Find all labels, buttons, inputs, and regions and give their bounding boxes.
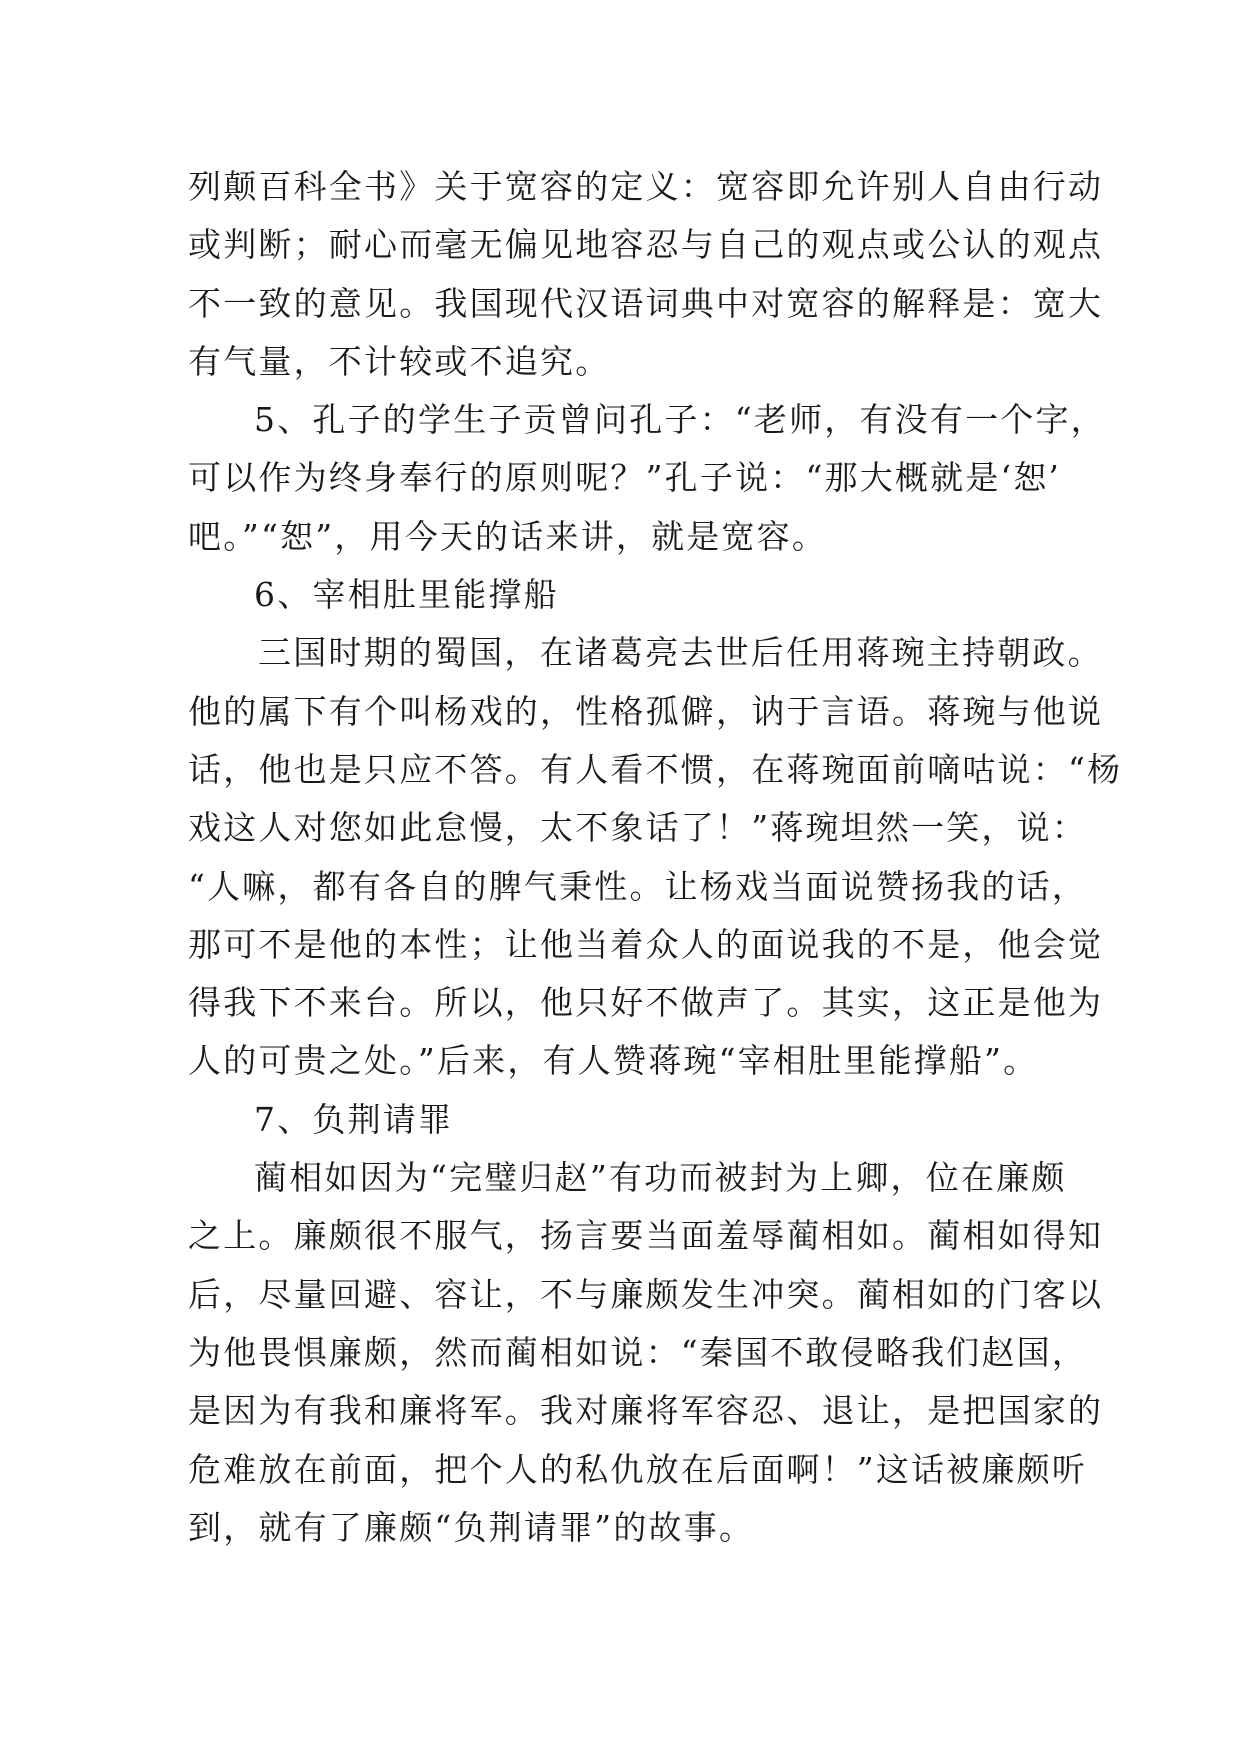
text-line: 列颠百科全书》关于宽容的定义：宽容即允许别人自由行动 [188,167,1104,206]
text-line: “人嘛，都有各自的脾气秉性。让杨戏当面说赞扬我的话， [188,866,1088,906]
document-body [188,158,1123,1557]
section-6-heading: 6、宰相肚里能撑船 [254,575,559,615]
section-6-paragraph-start: 三国时期的蜀国，在诸葛亮去世后任用蒋琬主持朝政。 [258,633,1103,673]
text-line: 得我下不来台。所以，他只好不做声了。其实，这正是他为 [188,983,1104,1023]
text-line: 人的可贵之处。”后来，有人赞蒋琬“宰相肚里能撑船”。 [188,1041,1039,1081]
text-line: 后，尽量回避、容让，不与廉颇发生冲突。蔺相如的门客以 [188,1274,1104,1314]
text-line: 有气量，不计较或不追究。 [188,341,611,381]
text-line: 那可不是他的本性；让他当着众人的面说我的不是，他会觉 [188,924,1104,964]
text-line: 话，他也是只应不答。有人看不惯，在蒋琬面前嘀咕说：“杨 [188,749,1123,789]
text-line: 到，就有了廉颇“负荆请罪”的故事。 [188,1507,755,1547]
text-line: 是因为有我和廉将军。我对廉将军容忍、退让，是把国家的 [188,1391,1104,1431]
section-7-heading: 7、负荆请罪 [254,1099,454,1139]
text-line: 不一致的意见。我国现代汉语词典中对宽容的解释是：宽大 [188,283,1104,323]
text-line: 之上。廉颇很不服气，扬言要当面羞辱蔺相如。蔺相如得知 [188,1216,1104,1256]
section-5-paragraph-start: 5、孔子的学生子贡曾问孔子：“老师，有没有一个字， [254,400,1106,440]
text-line: 戏这人对您如此怠慢，太不象话了！”蒋琬坦然一笑，说： [188,808,1088,848]
text-line: 吧。”“恕”，用今天的话来讲，就是宽容。 [188,516,828,556]
text-line: 他的属下有个叫杨戏的，性格孤僻，讷于言语。蒋琬与他说 [188,691,1104,731]
section-7-paragraph-start: 蔺相如因为“完璧归赵”有功而被封为上卿，位在廉颇 [254,1158,1067,1198]
text-line: 或判断；耐心而毫无偏见地容忍与自己的观点或公认的观点 [188,225,1104,265]
text-line: 可以作为终身奉行的原则呢？”孔子说：“那大概就是‘恕’ [188,458,1062,498]
text-line: 为他畏惧廉颇，然而蔺相如说：“秦国不敢侵略我们赵国， [188,1332,1088,1372]
text-line: 危难放在前面，把个人的私仇放在后面啊！”这话被廉颇听 [188,1449,1088,1489]
